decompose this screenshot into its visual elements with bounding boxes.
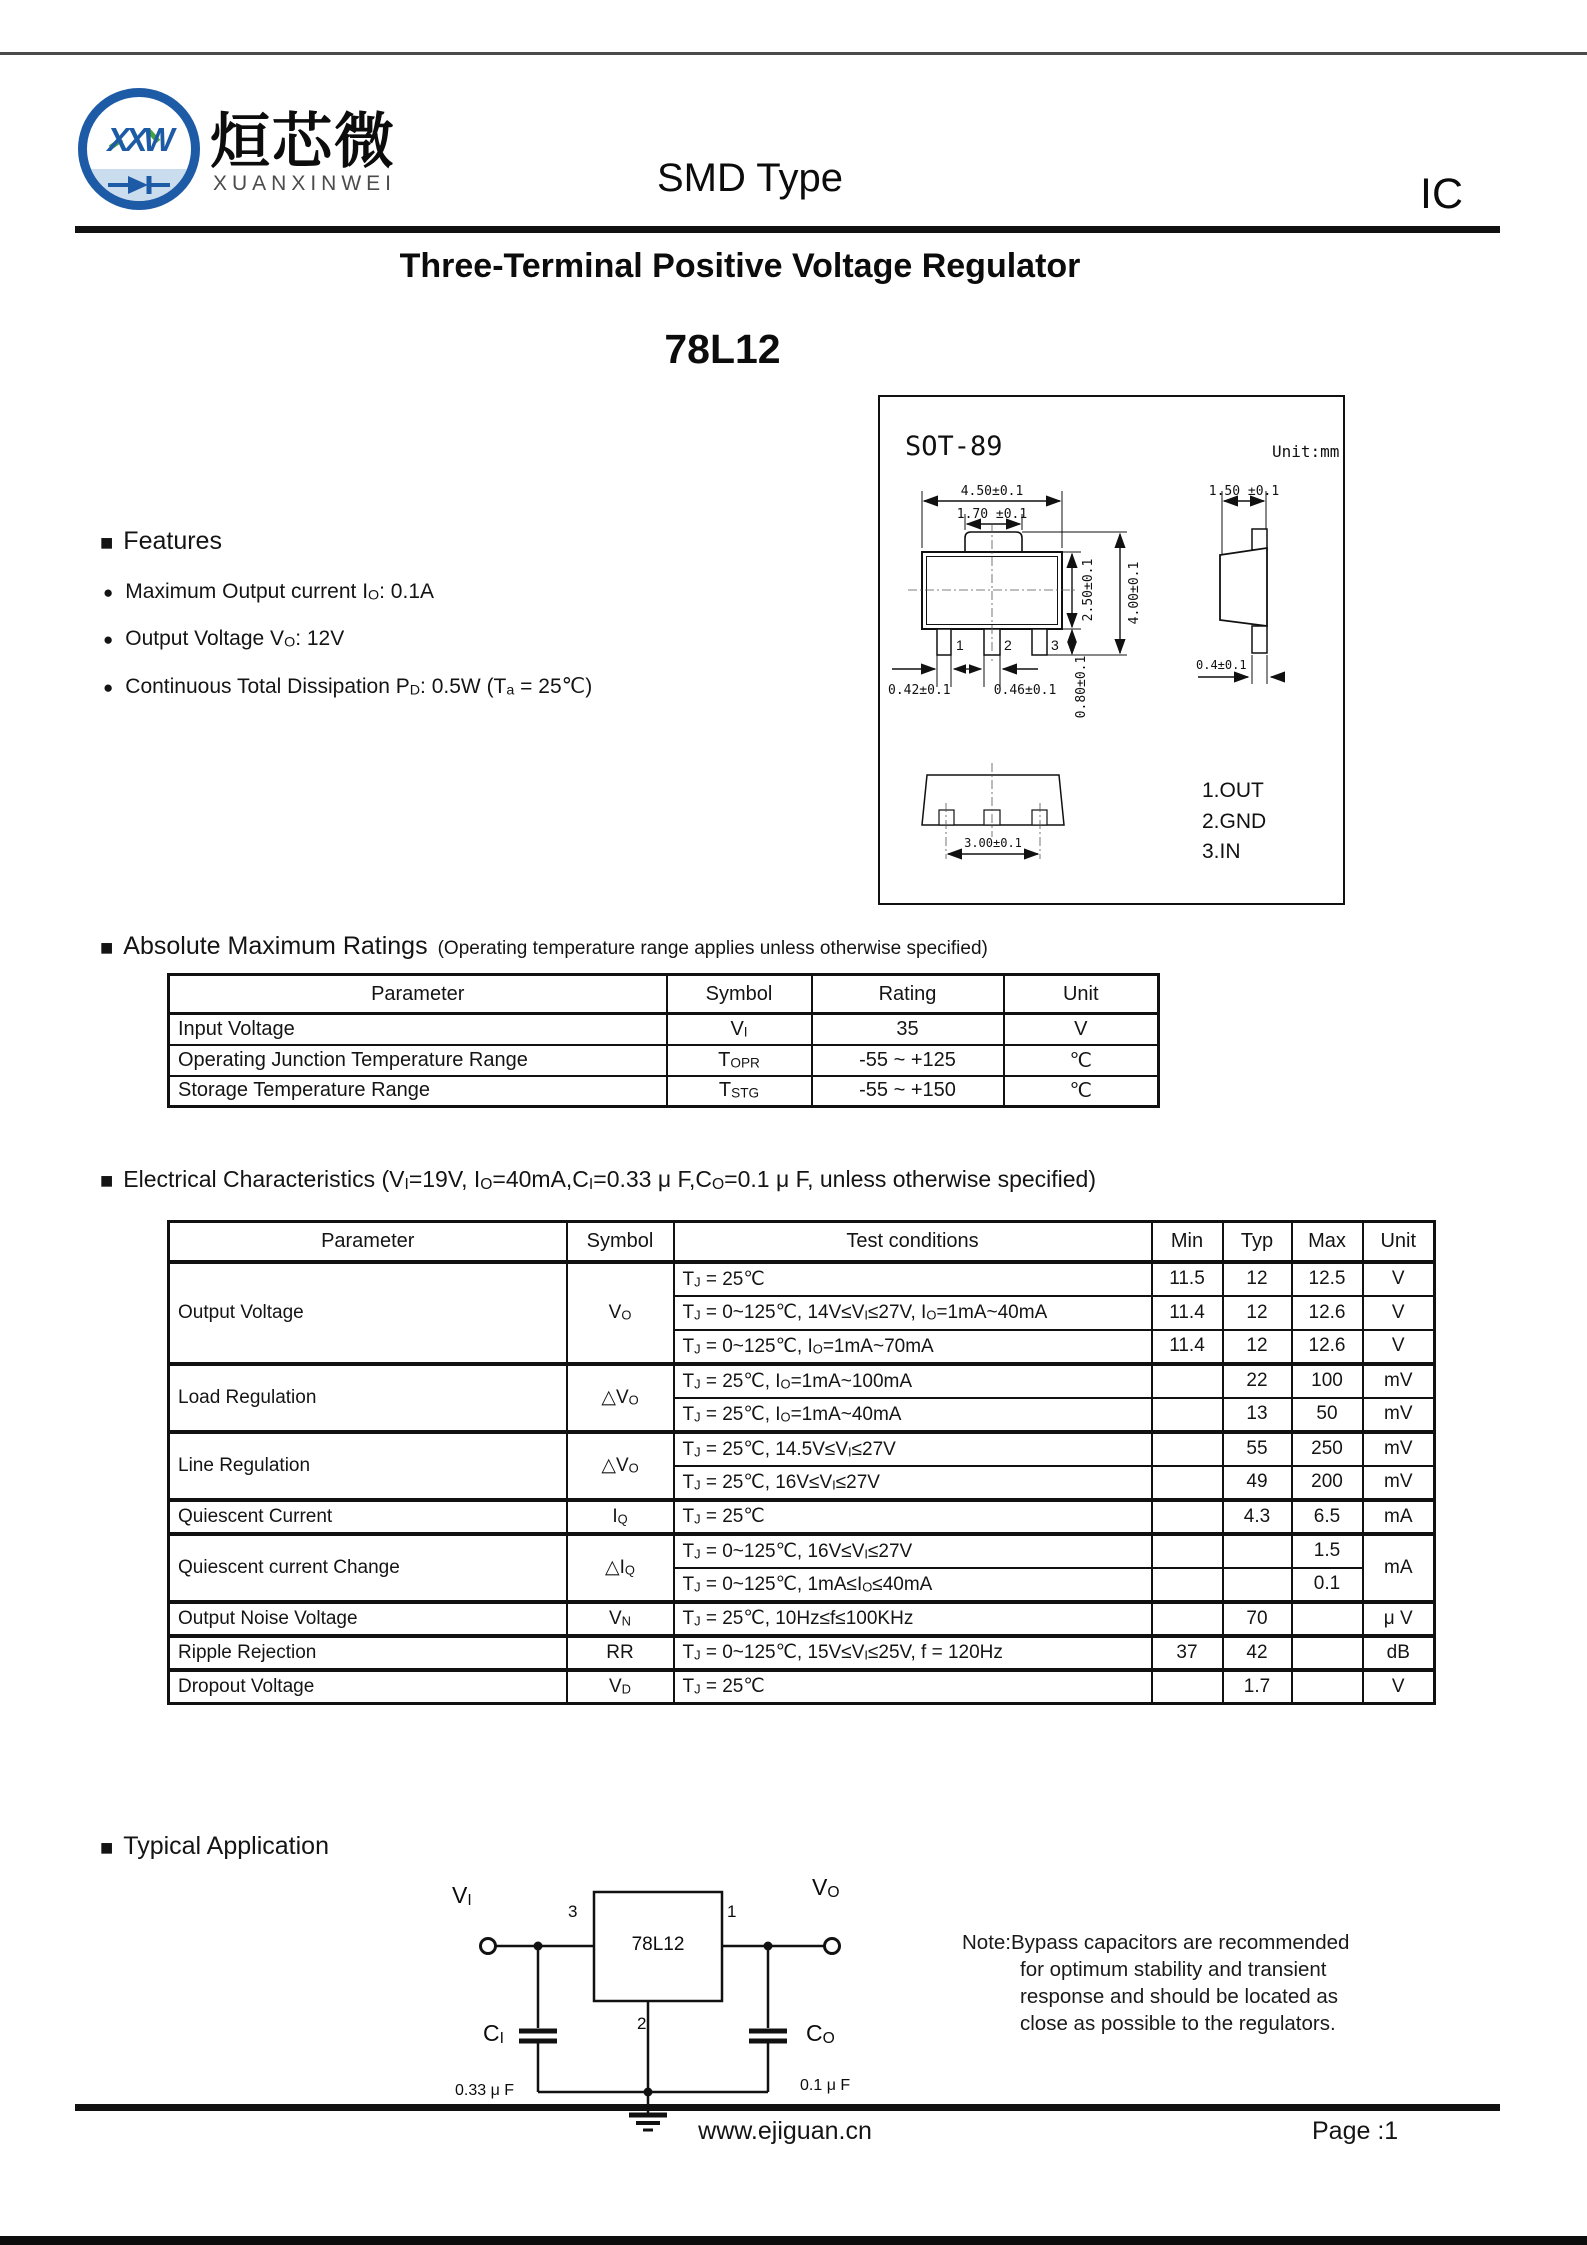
feature-text: Maximum Output current $I_O$: 0.1A xyxy=(125,580,435,604)
package-type-heading: SMD Type xyxy=(657,156,843,200)
unit-cell: mA xyxy=(1363,1500,1435,1534)
diode-icon xyxy=(108,174,170,196)
max-cell: 12.6 xyxy=(1292,1330,1363,1364)
ci-label: $C_I$ xyxy=(483,2020,504,2047)
unit-cell: V xyxy=(1004,1014,1159,1045)
max-cell xyxy=(1292,1670,1363,1704)
table-row xyxy=(169,1500,1435,1534)
dim-body-width: 4.50±0.1 xyxy=(960,484,1024,499)
footer-rule xyxy=(75,2104,1500,2111)
unit-cell: V xyxy=(1363,1330,1435,1364)
typ-cell: 13 xyxy=(1223,1398,1292,1432)
table-row xyxy=(169,1045,1159,1076)
feature-item xyxy=(103,674,592,699)
unit-cell: mV xyxy=(1363,1364,1435,1398)
ci-value: 0.33 μ F xyxy=(455,2082,515,2099)
min-cell: 37 xyxy=(1152,1636,1223,1670)
cond-cell: $T_J$ = 0~125℃, $16V\le V_I\le 27V$ xyxy=(674,1534,1152,1568)
dim-pad-span: 3.00±0.1 xyxy=(964,836,1022,850)
max-cell: 200 xyxy=(1292,1466,1363,1500)
min-cell xyxy=(1152,1534,1223,1568)
min-cell xyxy=(1152,1500,1223,1534)
company-logo-mark xyxy=(78,88,200,210)
dim-pin-height: 0.80±0.1 xyxy=(1074,655,1089,719)
features-heading: Features xyxy=(123,527,222,555)
bottom-bar xyxy=(0,2236,1587,2245)
pin-1 xyxy=(937,629,951,655)
typ-cell: 12 xyxy=(1223,1296,1292,1330)
cond-cell: $T_J$ = 25℃ xyxy=(674,1262,1152,1296)
param-cell: Quiescent Current xyxy=(169,1500,567,1534)
min-cell: 11.4 xyxy=(1152,1330,1223,1364)
symbol-cell: $V_O$ xyxy=(567,1262,674,1364)
min-cell xyxy=(1152,1432,1223,1466)
note-text: response and should be located as xyxy=(1020,1985,1338,2008)
side-tab xyxy=(1252,529,1267,550)
table-row xyxy=(169,1432,1435,1466)
symbol-cell: $V_N$ xyxy=(567,1602,674,1636)
table-row xyxy=(169,1262,1435,1296)
dim-side-pin: 0.4±0.1 xyxy=(1196,658,1247,672)
param-cell: Load Regulation xyxy=(169,1364,567,1432)
side-pin xyxy=(1252,626,1267,653)
table-row xyxy=(169,1636,1435,1670)
feature-item xyxy=(103,627,344,651)
package-outline-box xyxy=(878,395,1345,905)
unit-cell: mA xyxy=(1363,1534,1435,1602)
feature-text: Continuous Total Dissipation $P_D$: 0.5W ($T_a$ = 25℃) xyxy=(125,675,593,699)
bullet-icon: ● xyxy=(103,630,114,649)
typ-cell: 55 xyxy=(1223,1432,1292,1466)
application-heading: Typical Application xyxy=(123,1832,329,1860)
rating-cell: 35 xyxy=(812,1014,1004,1045)
min-cell xyxy=(1152,1398,1223,1432)
header-rule xyxy=(75,226,1500,233)
max-cell xyxy=(1292,1602,1363,1636)
package-drawing xyxy=(880,397,1343,903)
unit-cell: ℃ xyxy=(1004,1045,1159,1076)
unit-cell: mV xyxy=(1363,1398,1435,1432)
abs-max-table xyxy=(167,973,1160,1108)
chip-label: 78L12 xyxy=(631,1934,685,1955)
unit-cell: V xyxy=(1363,1296,1435,1330)
unit-cell: ℃ xyxy=(1004,1076,1159,1107)
typ-cell xyxy=(1223,1534,1292,1568)
symbol-cell: RR xyxy=(567,1636,674,1670)
col-symbol: Symbol xyxy=(567,1222,674,1262)
typ-cell: 12 xyxy=(1223,1330,1292,1364)
typ-cell: 49 xyxy=(1223,1466,1292,1500)
chip-pin-3: 3 xyxy=(568,1902,578,1921)
col-parameter: Parameter xyxy=(169,975,667,1014)
col-unit: Unit xyxy=(1363,1222,1435,1262)
min-cell xyxy=(1152,1364,1223,1398)
max-cell: 12.5 xyxy=(1292,1262,1363,1296)
typ-cell: 4.3 xyxy=(1223,1500,1292,1534)
cond-cell: $T_J$ = 25℃, $I_O=1mA\sim 40mA$ xyxy=(674,1398,1152,1432)
symbol-cell: $V_D$ xyxy=(567,1670,674,1704)
vi-label: $V_I$ xyxy=(452,1882,472,1909)
max-cell: 100 xyxy=(1292,1364,1363,1398)
unit-cell: V xyxy=(1363,1262,1435,1296)
cond-cell: $T_J$ = 25℃, $14.5V\le V_I\le 27V$ xyxy=(674,1432,1152,1466)
abs-max-section-title xyxy=(100,932,988,961)
max-cell: 6.5 xyxy=(1292,1500,1363,1534)
symbol-cell: $\triangle I_Q$ xyxy=(567,1534,674,1602)
unit-note: Unit:mm xyxy=(1272,442,1340,461)
symbol-cell: $T_{OPR}$ xyxy=(667,1045,812,1076)
min-cell xyxy=(1152,1568,1223,1602)
cond-cell: $T_J$ = 0~125℃, $1mA\le I_O\le 40mA$ xyxy=(674,1568,1152,1602)
abs-max-heading: Absolute Maximum Ratings xyxy=(123,932,428,960)
col-parameter: Parameter xyxy=(169,1222,567,1262)
table-header-row xyxy=(169,975,1159,1014)
min-cell xyxy=(1152,1602,1223,1636)
cond-cell: $T_J$ = 25℃, $I_O=1mA\sim 100mA$ xyxy=(674,1364,1152,1398)
cond-cell: $T_J$ = 25℃, 10Hz≤f≤100KHz xyxy=(674,1602,1152,1636)
typ-cell: 70 xyxy=(1223,1602,1292,1636)
package-tab xyxy=(965,532,1022,552)
pin-function-2: 2.GND xyxy=(1202,810,1267,833)
website-url: www.ejiguan.cn xyxy=(698,2117,872,2145)
co-label: $C_O$ xyxy=(806,2020,835,2047)
table-row xyxy=(169,1602,1435,1636)
min-cell xyxy=(1152,1670,1223,1704)
symbol-cell: $T_{STG}$ xyxy=(667,1076,812,1107)
table-row xyxy=(169,1364,1435,1398)
cond-cell: $T_J$ = 25℃ xyxy=(674,1670,1152,1704)
unit-cell: mV xyxy=(1363,1466,1435,1500)
document-title: Three-Terminal Positive Voltage Regulator xyxy=(399,247,1081,285)
bullet-icon: ● xyxy=(103,583,114,602)
company-name-latin: XUANXINWEI xyxy=(213,172,397,195)
col-conditions: Test conditions xyxy=(674,1222,1152,1262)
table-row xyxy=(169,1014,1159,1045)
max-cell: 12.6 xyxy=(1292,1296,1363,1330)
note-text: for optimum stability and transient xyxy=(1020,1958,1327,1981)
page-number: Page :1 xyxy=(1312,2117,1399,2145)
features-section-title xyxy=(100,527,222,556)
output-terminal xyxy=(825,1939,840,1954)
unit-cell: μ V xyxy=(1363,1602,1435,1636)
param-cell: Input Voltage xyxy=(169,1014,667,1045)
dim-pin2-width: 0.46±0.1 xyxy=(993,683,1057,698)
cond-cell: $T_J$ = 0~125℃, $I_O=1mA\sim 70mA$ xyxy=(674,1330,1152,1364)
symbol-cell: $\triangle V_O$ xyxy=(567,1432,674,1500)
table-row xyxy=(169,1534,1435,1568)
ic-heading: IC xyxy=(1420,170,1463,218)
table-header-row xyxy=(169,1222,1435,1262)
max-cell: 250 xyxy=(1292,1432,1363,1466)
note-text: close as possible to the regulators. xyxy=(1020,2012,1336,2035)
section-marker-icon: ■ xyxy=(100,1168,114,1193)
pin-number-1: 1 xyxy=(956,637,964,653)
bullet-icon: ● xyxy=(103,678,114,697)
pin-function-1: 1.OUT xyxy=(1202,779,1264,802)
dim-body-height: 2.50±0.1 xyxy=(1081,558,1096,622)
rating-cell: -55 ~ +150 xyxy=(812,1076,1004,1107)
application-section-title xyxy=(100,1832,329,1861)
chip-pin-2: 2 xyxy=(637,2014,647,2033)
col-typ: Typ xyxy=(1223,1222,1292,1262)
typ-cell: 42 xyxy=(1223,1636,1292,1670)
typ-cell: 1.7 xyxy=(1223,1670,1292,1704)
max-cell xyxy=(1292,1636,1363,1670)
col-max: Max xyxy=(1292,1222,1363,1262)
section-marker-icon: ■ xyxy=(100,530,114,555)
unit-cell: V xyxy=(1363,1670,1435,1704)
pin-number-3: 3 xyxy=(1051,637,1059,653)
param-cell: Quiescent current Change xyxy=(169,1534,567,1602)
cond-cell: $T_J$ = 0~125℃, $15V\le V_I\le 25V$, f = 120Hz xyxy=(674,1636,1152,1670)
chip-pin-1: 1 xyxy=(727,1902,737,1921)
input-terminal xyxy=(481,1939,496,1954)
param-cell: Output Noise Voltage xyxy=(169,1602,567,1636)
section-marker-icon: ■ xyxy=(100,935,114,960)
unit-cell: mV xyxy=(1363,1432,1435,1466)
dim-pin1-width: 0.42±0.1 xyxy=(888,683,951,698)
typ-cell: 22 xyxy=(1223,1364,1292,1398)
section-marker-icon: ■ xyxy=(100,1835,114,1860)
min-cell: 11.4 xyxy=(1152,1296,1223,1330)
part-number: 78L12 xyxy=(664,326,781,372)
col-rating: Rating xyxy=(812,975,1004,1014)
param-cell: Ripple Rejection xyxy=(169,1636,567,1670)
table-row xyxy=(169,1076,1159,1107)
col-symbol: Symbol xyxy=(667,975,812,1014)
feature-item xyxy=(103,580,434,604)
side-body xyxy=(1220,548,1267,626)
col-unit: Unit xyxy=(1004,975,1159,1014)
logo-monogram: XXW xyxy=(107,121,171,158)
feature-text: Output Voltage $V_O$: 12V xyxy=(125,627,345,651)
elec-table xyxy=(167,1220,1436,1705)
co-value: 0.1 μ F xyxy=(800,2077,851,2094)
top-rule xyxy=(0,52,1587,55)
abs-max-subtitle: (Operating temperature range applies unless otherwise specified) xyxy=(437,938,988,959)
typ-cell: 12 xyxy=(1223,1262,1292,1296)
company-name-chinese: 烜芯微 xyxy=(210,108,396,175)
typ-cell xyxy=(1223,1568,1292,1602)
logo-diode-band xyxy=(87,169,191,201)
pin-3 xyxy=(1032,629,1047,655)
dim-tab-width: 1.70 ±0.1 xyxy=(956,507,1028,522)
note-text: Note:Bypass capacitors are recommended xyxy=(962,1931,1350,1954)
max-cell: 1.5 xyxy=(1292,1534,1363,1568)
cond-cell: $T_J$ = 25℃, $16V\le V_I\le 27V$ xyxy=(674,1466,1152,1500)
pin-function-3: 3.IN xyxy=(1202,840,1241,863)
param-cell: Operating Junction Temperature Range xyxy=(169,1045,667,1076)
table-row xyxy=(169,1670,1435,1704)
symbol-cell: $\triangle V_O$ xyxy=(567,1364,674,1432)
vo-label: $V_O$ xyxy=(812,1874,840,1901)
max-cell: 0.1 xyxy=(1292,1568,1363,1602)
package-name: SOT-89 xyxy=(905,431,1003,462)
min-cell: 11.5 xyxy=(1152,1262,1223,1296)
param-cell: Storage Temperature Range xyxy=(169,1076,667,1107)
dim-total-height: 4.00±0.1 xyxy=(1127,561,1142,625)
symbol-cell: $V_I$ xyxy=(667,1014,812,1045)
max-cell: 50 xyxy=(1292,1398,1363,1432)
col-min: Min xyxy=(1152,1222,1223,1262)
symbol-cell: $I_Q$ xyxy=(567,1500,674,1534)
unit-cell: dB xyxy=(1363,1636,1435,1670)
param-cell: Dropout Voltage xyxy=(169,1670,567,1704)
cond-cell: $T_J$ = 0~125℃, $14V\le V_I\le 27V$, $I_O=1mA\sim 40mA$ xyxy=(674,1296,1152,1330)
param-cell: Line Regulation xyxy=(169,1432,567,1500)
pin-number-2: 2 xyxy=(1004,637,1012,653)
min-cell xyxy=(1152,1466,1223,1500)
param-cell: Output Voltage xyxy=(169,1262,567,1364)
rating-cell: -55 ~ +125 xyxy=(812,1045,1004,1076)
elec-section-title xyxy=(100,1166,1096,1193)
cond-cell: $T_J$ = 25℃ xyxy=(674,1500,1152,1534)
dim-side-width: 1.50 ±0.1 xyxy=(1208,484,1280,499)
elec-heading: Electrical Characteristics ($V_I=19V$, $I_O=40mA,C_I=0.33$ μ $F,C_O=0.1$ μ F, unless otherwise specified) xyxy=(123,1166,1097,1193)
